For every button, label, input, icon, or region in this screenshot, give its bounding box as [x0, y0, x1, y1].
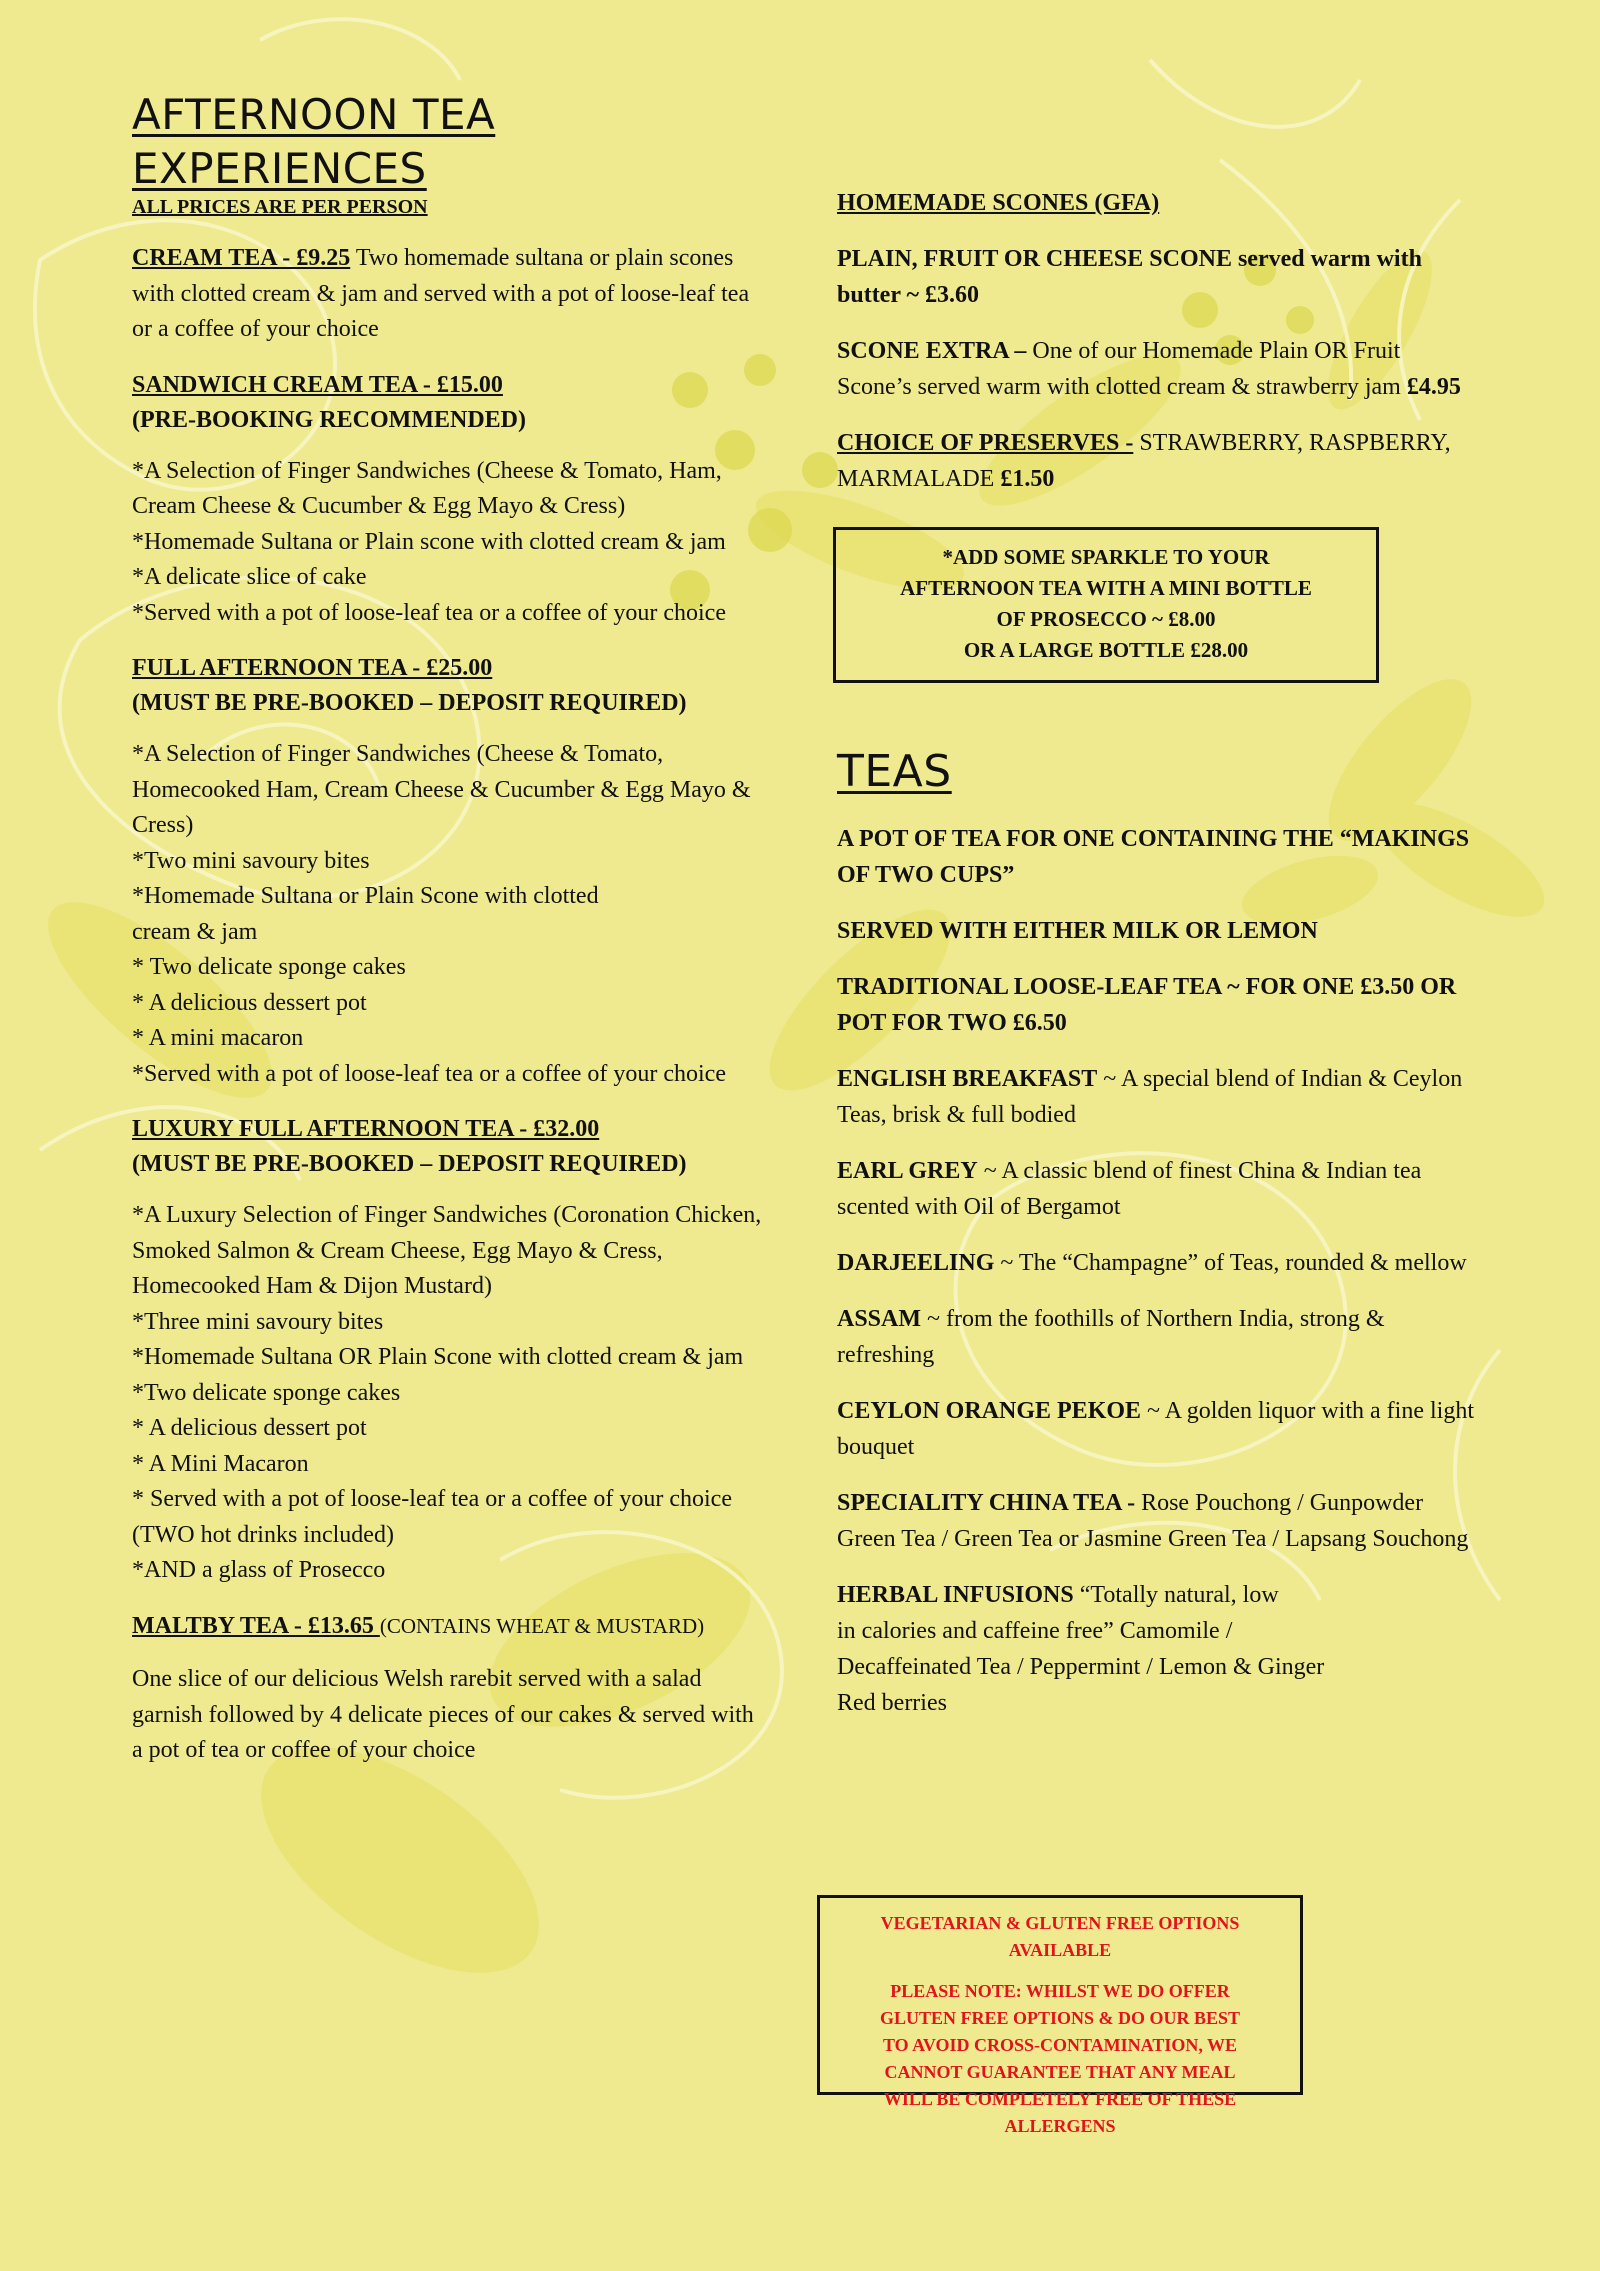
- tea-item: [837, 1301, 1477, 1373]
- right-column: [837, 185, 1477, 1741]
- list-item: *A Selection of Finger Sandwiches (Cheese & Tomato, Homecooked Ham, Cream Cheese & Cucumber & Egg Mayo & Cress): [132, 741, 751, 838]
- allergen-line: GLUTEN FREE OPTIONS & DO OUR BEST: [879, 2008, 1241, 2028]
- list-item: * Served with a pot of loose-leaf tea or a coffee of your choice (TWO hot drinks included): [132, 1486, 732, 1548]
- maltby-tea-section: [132, 1609, 762, 1769]
- tea-name: DARJEELING: [837, 1250, 995, 1276]
- tea-description: Rose Pouchong / Gunpowder Green Tea / Green Tea or Jasmine Green Tea / Lapsang Souchong: [837, 1490, 1469, 1552]
- list-item: *Homemade Sultana OR Plain Scone with clotted cream & jam: [132, 1344, 744, 1370]
- list-item: *Three mini savoury bites: [132, 1308, 384, 1335]
- allergen-notice-box: [817, 1895, 1303, 2136]
- milk-note: SERVED WITH EITHER MILK OR LEMON: [837, 918, 1318, 944]
- tea-item: [837, 1485, 1477, 1557]
- list-item: * A mini macaron: [132, 1025, 304, 1051]
- traditional-tea-price: TRADITIONAL LOOSE-LEAF TEA ~ FOR ONE £3.50 OR POT FOR TWO £6.50: [837, 974, 1457, 1036]
- preserves-price: £1.50: [1000, 466, 1055, 492]
- price-note: ALL PRICES ARE PER PERSON: [132, 196, 428, 218]
- full-afternoon-tea-note: (MUST BE PRE-BOOKED – DEPOSIT REQUIRED): [132, 690, 687, 716]
- list-item: * Two delicate sponge cakes: [132, 954, 406, 980]
- allergen-line: PLEASE NOTE: WHILST WE DO OFFER: [890, 1981, 1230, 2001]
- allergen-line: AVAILABLE: [1008, 1940, 1112, 1960]
- allergen-line: TO AVOID CROSS-CONTAMINATION, WE: [882, 2035, 1238, 2055]
- list-item: *Two mini savoury bites: [132, 847, 370, 874]
- list-item: *A Luxury Selection of Finger Sandwiches (Coronation Chicken, Smoked Salmon & Cream Cheese, Egg Mayo & Cress, Homecooked Ham & Dijon Mustard): [132, 1202, 762, 1299]
- tea-item: [837, 1393, 1477, 1465]
- tea-name: SPECIALITY CHINA TEA -: [837, 1490, 1136, 1516]
- luxury-afternoon-tea-heading: LUXURY FULL AFTERNOON TEA - £32.00: [132, 1116, 600, 1142]
- luxury-afternoon-tea-section: [132, 1112, 762, 1589]
- list-item: *Homemade Sultana or Plain Scone with clotted: [132, 883, 599, 909]
- cream-tea-heading: CREAM TEA - £9.25: [132, 245, 351, 271]
- tea-name: EARL GREY: [837, 1158, 978, 1184]
- list-item: *Served with a pot of loose-leaf tea or a coffee of your choice: [132, 1060, 726, 1087]
- left-column: [132, 88, 762, 1789]
- tea-description: ~ from the foothills of Northern India, strong & refreshing: [837, 1306, 1385, 1368]
- herbal-line: in calories and caffeine free” Camomile /: [837, 1618, 1233, 1644]
- full-afternoon-tea-heading: FULL AFTERNOON TEA - £25.00: [132, 655, 493, 681]
- maltby-tea-contains: (CONTAINS WHEAT & MUSTARD): [379, 1613, 705, 1638]
- preserves-item: [837, 425, 1477, 497]
- sandwich-cream-tea-heading: SANDWICH CREAM TEA - £15.00: [132, 371, 503, 398]
- tea-name: ASSAM: [837, 1306, 922, 1332]
- list-item: *Homemade Sultana or Plain scone with clotted cream & jam: [132, 528, 726, 555]
- list-item: *A Selection of Finger Sandwiches (Cheese & Tomato, Ham, Cream Cheese & Cucumber & Egg Mayo & Cress): [132, 457, 722, 519]
- tea-item: [837, 1061, 1477, 1133]
- plain-scone-item: PLAIN, FRUIT OR CHEESE SCONE served warm with butter ~ £3.60: [837, 246, 1422, 308]
- preserves-description: STRAWBERRY, RASPBERRY, MARMALADE: [837, 430, 1451, 492]
- list-item: * A delicious dessert pot: [132, 989, 367, 1016]
- tea-name: ENGLISH BREAKFAST: [837, 1066, 1098, 1092]
- scones-heading: HOMEMADE SCONES (GFA): [837, 190, 1160, 216]
- prosecco-line: *ADD SOME SPARKLE TO YOUR: [942, 545, 1270, 569]
- title-line-1: AFTERNOON TEA: [132, 90, 496, 139]
- pot-note: A POT OF TEA FOR ONE CONTAINING THE “MAKINGS OF TWO CUPS”: [837, 826, 1470, 888]
- list-item: * A delicious dessert pot: [132, 1415, 367, 1441]
- herbal-line: “Totally natural, low: [1073, 1582, 1279, 1608]
- herbal-line: Red berries: [837, 1690, 947, 1716]
- full-afternoon-tea-section: [132, 651, 762, 1092]
- sandwich-cream-tea-section: [132, 368, 762, 632]
- list-item: * A Mini Macaron: [132, 1450, 309, 1477]
- tea-description: ~ A classic blend of finest China & Indian tea scented with Oil of Bergamot: [837, 1158, 1422, 1220]
- tea-description: ~ A golden liquor with a fine light bouquet: [837, 1398, 1474, 1460]
- tea-description: ~ A special blend of Indian & Ceylon Teas, brisk & full bodied: [837, 1066, 1463, 1128]
- allergen-line: CANNOT GUARANTEE THAT ANY MEAL: [884, 2062, 1236, 2082]
- teas-title: TEAS: [837, 746, 952, 797]
- tea-item: [837, 1153, 1477, 1225]
- preserves-label: CHOICE OF PRESERVES -: [837, 430, 1134, 456]
- afternoon-tea-title: [132, 88, 762, 196]
- maltby-tea-description: One slice of our delicious Welsh rarebit served with a salad garnish followed by 4 delicate pieces of our cakes & served with a pot of tea or coffee of your choice: [132, 1666, 754, 1763]
- list-item: *Served with a pot of loose-leaf tea or a coffee of your choice: [132, 599, 726, 626]
- cream-tea-description: Two homemade sultana or plain scones with clotted cream & jam and served with a pot of loose-leaf tea or a coffee of your choice: [132, 245, 750, 342]
- prosecco-offer-box: [833, 527, 1379, 683]
- tea-description: ~ The “Champagne” of Teas, rounded & mellow: [994, 1250, 1467, 1276]
- tea-name: CEYLON ORANGE PEKOE: [837, 1398, 1142, 1424]
- scone-extra-price: £4.95: [1406, 374, 1461, 400]
- scone-extra-label: SCONE EXTRA –: [837, 338, 1027, 364]
- maltby-tea-heading: MALTBY TEA - £13.65: [132, 1612, 380, 1639]
- herbal-line: Decaffeinated Tea / Peppermint / Lemon & Ginger: [837, 1654, 1325, 1680]
- allergen-line: ALLERGENS: [1004, 2116, 1116, 2136]
- allergen-line: WILL BE COMPLETELY FREE OF THESE: [883, 2089, 1237, 2109]
- scone-extra-item: [837, 333, 1477, 405]
- prosecco-line: OF PROSECCO ~ £8.00: [996, 607, 1216, 631]
- list-item: *A delicate slice of cake: [132, 564, 367, 590]
- prosecco-line: AFTERNOON TEA WITH A MINI BOTTLE: [900, 576, 1312, 600]
- list-item: *Two delicate sponge cakes: [132, 1379, 401, 1406]
- luxury-afternoon-tea-note: (MUST BE PRE-BOOKED – DEPOSIT REQUIRED): [132, 1151, 687, 1177]
- herbal-infusions-item: [837, 1577, 1477, 1721]
- prosecco-line: OR A LARGE BOTTLE £28.00: [963, 638, 1249, 662]
- tea-name: HERBAL INFUSIONS: [837, 1582, 1074, 1608]
- list-item: *AND a glass of Prosecco: [132, 1557, 386, 1583]
- allergen-line: VEGETARIAN & GLUTEN FREE OPTIONS: [880, 1913, 1240, 1933]
- title-line-2: EXPERIENCES: [132, 144, 427, 193]
- tea-item: [837, 1245, 1477, 1281]
- scone-extra-description: One of our Homemade Plain OR Fruit Scone’s served warm with clotted cream & strawberry jam: [837, 338, 1407, 400]
- sandwich-cream-tea-note: (PRE-BOOKING RECOMMENDED): [132, 406, 526, 433]
- cream-tea-section: [132, 241, 762, 348]
- list-item: cream & jam: [132, 918, 258, 945]
